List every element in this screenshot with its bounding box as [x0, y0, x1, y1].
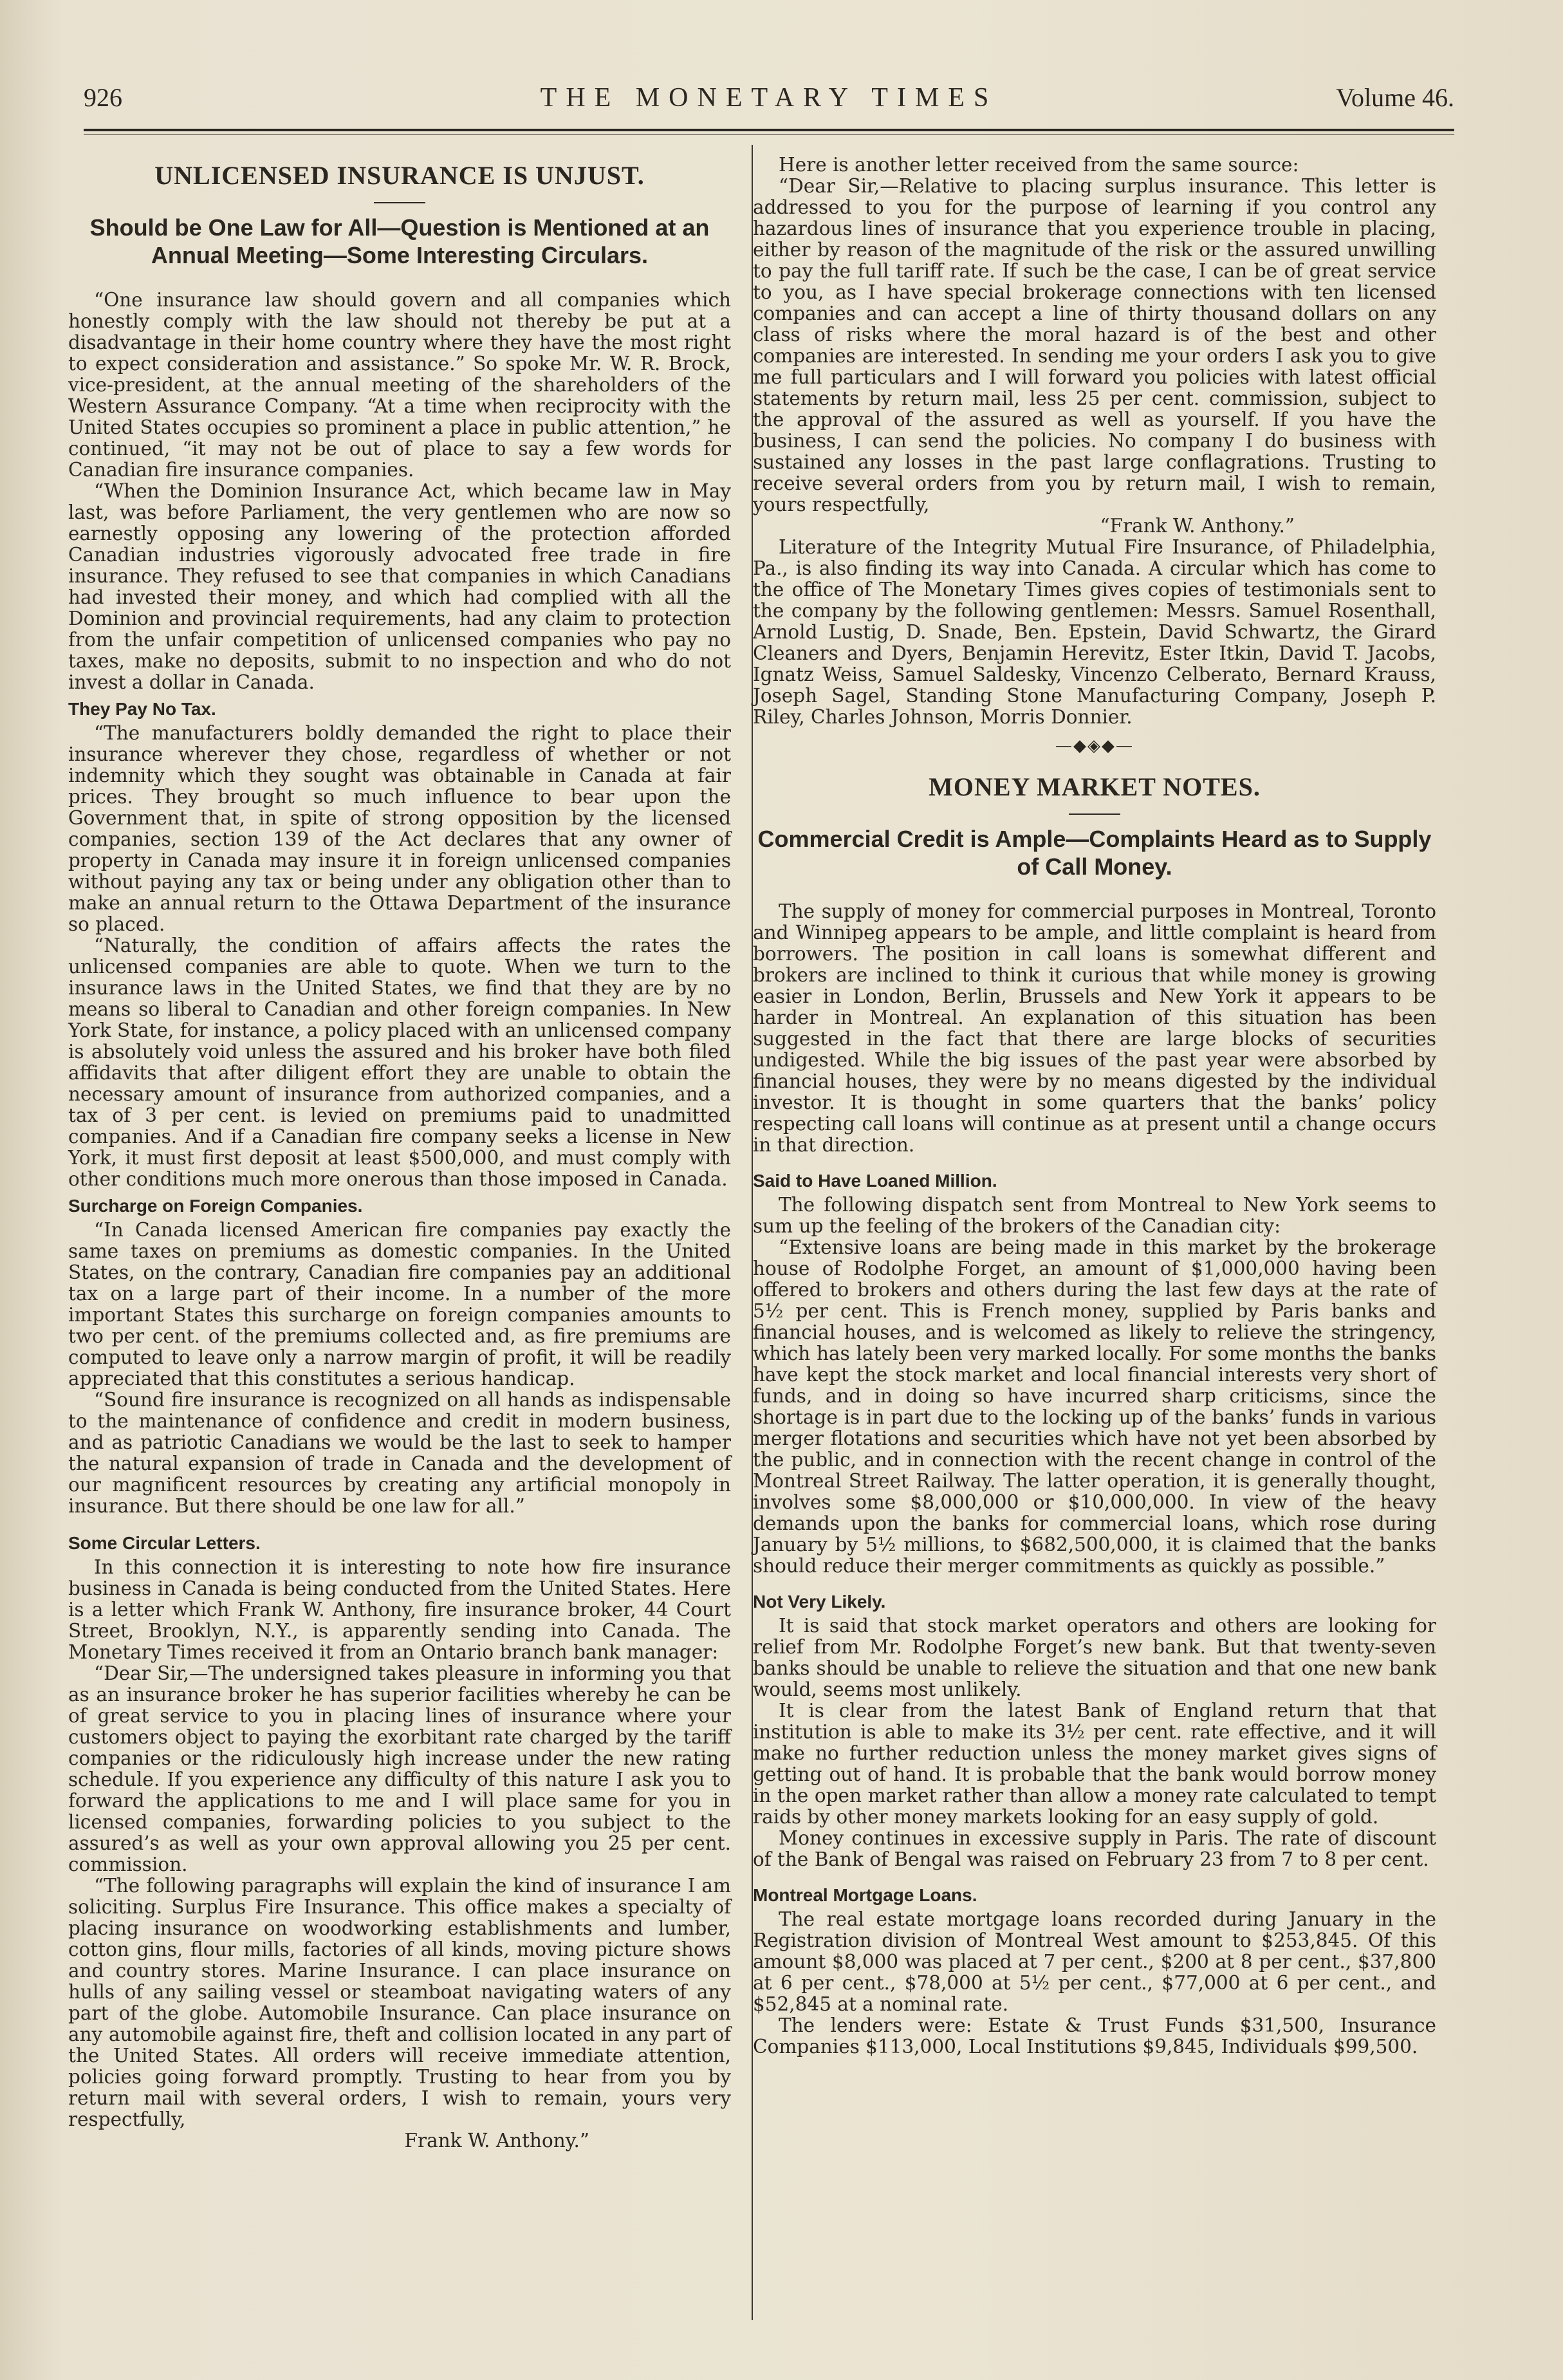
paragraph: “Naturally, the condition of affairs affects the rates the unlicensed companies are able to quote. When we turn to the insurance laws in the United States, we find that they are by no means so liberal to Canadian and other foreign companies. In New York State, for instance, a policy placed with an unlicensed company is absolutely void unless the assured and his broker have both filed affidavits that after diligent effort they are unable to obtain the necessary amount of insurance from authorized companies, and a tax of 3 per cent. is levied on premiums paid to unadmitted companies. And if a Canadian fire company seeks a license in New York, it must first deposit at least $500,000, and must comply with other conditions much more onerous than those imposed in Canada. [68, 934, 731, 1190]
page-number: 926 [84, 83, 122, 112]
article-headline: UNLICENSED INSURANCE IS UNJUST. [154, 161, 645, 190]
paragraph: “One insurance law should govern and all companies which honestly comply with the law should not thereby be put at a disadvantage in their home country where they have the most right to expect consideration and assistance.” So spoke Mr. W. R. Brock, vice-president, at the annual meeting of the shareholders of the Western Assurance Company. “At a time when reciprocity with the United States occupies so prominent a place in public attention,” he continued, “it may not be out of place to say a few words for Canadian fire insurance companies. [68, 289, 731, 481]
paragraph: It is clear from the latest Bank of England return that that institution is able to make its 3½ per cent. rate effective, and it will make no further reduction unless the money market gives signs of getting out of hand. It is probable that the bank would borrow money in the open market rather than allow a money rate calculated to tempt raids by other money markets looking for an easy supply of gold. [753, 1700, 1436, 1828]
article-headline: MONEY MARKET NOTES. [929, 772, 1261, 801]
paragraph: “In Canada licensed American fire companies pay exactly the same taxes on premiums as domestic companies. In the United States, on the contrary, Canadian fire companies pay an additional tax on a large part of their income. In a number of the more important States this surcharge on foreign companies amounts to two per cent. of the premiums collected and, as fire premiums are computed to leave only a narrow margin of profit, it will be readily appreciated that this constitutes a serious handicap. [68, 1219, 731, 1390]
paragraph: Here is another letter received from the same source: [779, 154, 1299, 176]
headline-rule [374, 202, 425, 203]
section-heading: They Pay No Tax. [68, 699, 216, 719]
headline-rule [1069, 813, 1120, 815]
paragraph: “Dear Sir,—The undersigned takes pleasure in informing you that as an insurance broker he has superior facilities whereby he can be of great service to you in placing lines of insurance where your customers object to paying the exorbitant rate charged by the tariff companies or the ridiculously high increase under the new rating schedule. If you experience any difficulty of this nature I ask you to forward the applications to me and I will place same for you in licensed companies, forwarding policies to you subject to the assured’s as well as your own approval allowing you 25 per cent. commission. [68, 1662, 731, 1875]
paragraph: The real estate mortgage loans recorded during January in the Registration division of Montreal West amount to $253,845. Of this amount $8,000 was placed at 7 per cent., $200 at 8 per cent., $37,800 at 6 per cent., $78,000 at 5½ per cent., $77,000 at 6 per cent., and $52,845 at a nominal rate. [753, 1908, 1436, 2015]
paragraph: Literature of the Integrity Mutual Fire Insurance, of Philadelphia, Pa., is also finding its way into Canada. A circular which has come to the office of The Monetary Times gives copies of testimonials sent to the company by the following gentlemen: Messrs. Samuel Rosenthall, Arnold Lustig, D. Snade, Ben. Epstein, David Schwartz, the Girard Cleaners and Dyers, Benjamin Herevitz, Ester Itkin, David T. Jacobs, Ignatz Weiss, Samuel Saldesky, Vincenzo Celberato, Bernard Krauss, Joseph Sagel, Standing Stone Manufacturing Company, Joseph P. Riley, Charles Johnson, Morris Donnier. [753, 536, 1436, 728]
signature: “Frank W. Anthony.” [1100, 515, 1295, 537]
section-heading: Not Very Likely. [753, 1592, 886, 1612]
paragraph: “Dear Sir,—Relative to placing surplus insurance. This letter is addressed to you for the purpose of learning if you control any hazardous lines of insurance that you experience trouble in placing, either by reason of the magnitude of the risk or the assured unwilling to pay the full tariff rate. If such be the case, I can be of great service to you, as I have special brokerage connections with ten licensed companies and can accept a line of thirty thousand dollars on any class of risks where the moral hazard is of the best and other companies are interested. In sending me your orders I ask you to give me full particulars and I will forward you policies with latest official statements by return mail, less 25 per cent. commission, subject to the approval of the assured as well as yourself. If you have the business, I can send the policies. No company I do business with sustained any losses in the past large conflagrations. Trusting to receive several orders from you by return mail, I wish to remain, yours respectfully, [753, 175, 1436, 516]
article-subheadline: Should be One Law for All—Question is Mentioned at an Annual Meeting—Some Interesting Circulars. [89, 214, 710, 268]
paragraph: It is said that stock market operators and others are looking for relief from Mr. Rodolphe Forget’s new bank. But that twenty-seven banks should be unable to relieve the situation and that one new bank would, seems most unlikely. [753, 1615, 1436, 1700]
section-heading: Said to Have Loaned Million. [753, 1171, 997, 1191]
paragraph: The lenders were: Estate & Trust Funds $31,500, Insurance Companies $113,000, Local Institutions $9,845, Individuals $99,500. [753, 2014, 1436, 2058]
paragraph: In this connection it is interesting to note how fire insurance business in Canada is being conducted from the United States. Here is a letter which Frank W. Anthony, fire insurance broker, 44 Court Street, Brooklyn, N.Y., is apparently sending into Canada. The Monetary Times received it from an Ontario branch bank manager: [68, 1556, 731, 1663]
section-heading: Some Circular Letters. [68, 1533, 261, 1553]
article-subheadline: Commercial Credit is Ample—Complaints Heard as to Supply of Call Money. [757, 826, 1432, 880]
section-ornament: —◆◈◆— [1055, 736, 1134, 756]
paragraph: “The manufacturers boldly demanded the right to place their insurance wherever they chose, regardless of whether or not indemnity which they sought was obtainable in Canada at fair prices. They brought so much influence to bear upon the Government that, in spite of strong opposition by the licensed companies, section 139 of the Act declares that any owner of property in Canada may insure it in foreign unlicensed companies without paying any tax or being under any obligation other than to make an annual return to the Ottawa Department of the insurance so placed. [68, 722, 731, 935]
paragraph: “The following paragraphs will explain the kind of insurance I am soliciting. Surplus Fire Insurance. This office makes a specialty of placing insurance on woodworking establishments and lumber, cotton gins, flour mills, factories of all kinds, moving picture shows and country stores. Marine Insurance. I can place insurance on hulls of any sailing vessel or steamboat navigating waters of any part of the globe. Automobile Insurance. Can place insurance on any automobile against fire, theft and collision located in any part of the United States. All orders will receive immediate attention, policies going forward promptly. Trusting to hear from you by return mail with several orders, I wish to remain, yours very respectfully, [68, 1875, 731, 2130]
page-header [84, 82, 1454, 118]
paragraph: The supply of money for commercial purposes in Montreal, Toronto and Winnipeg appears to be ample, and little complaint is heard from borrowers. The position in call loans is somewhat different and brokers are inclined to think it curious that while money is growing easier in London, Berlin, Brussels and New York it appears to be harder in Montreal. An explanation of this situation has been suggested in the fact that there are large blocks of securities undigested. While the big issues of the past year were absorbed by financial houses, they were by no means digested by the individual investor. It is thought in some quarters that the banks’ policy respecting call loans will continue as at present until a change occurs in that direction. [753, 900, 1436, 1156]
right-column [753, 154, 1436, 2058]
paragraph: The following dispatch sent from Montreal to New York seems to sum up the feeling of the brokers of the Canadian city: [753, 1194, 1436, 1237]
signature: Frank W. Anthony.” [404, 2130, 589, 2152]
paragraph: “Sound fire insurance is recognized on all hands as indispensable to the maintenance of confidence and credit in modern business, and as patriotic Canadians we would be the last to seek to hamper the natural expansion of trade in Canada and the development of our magnificent resources by creating any artificial monopoly in insurance. But there should be one law for all.” [68, 1389, 731, 1517]
section-heading: Surcharge on Foreign Companies. [68, 1196, 363, 1216]
section-heading: Montreal Mortgage Loans. [753, 1885, 977, 1905]
paragraph: “When the Dominion Insurance Act, which became law in May last, was before Parliament, the very gentlemen who are now so earnestly opposing any lowering of the protection afforded Canadian industries vigorously advocated free trade in fire insurance. They refused to see that companies in which Canadians had invested their money, and which had complied with all the Dominion and provincial requirements, had any claim to protection from the unfair competition of unlicensed companies who pay no taxes, make no deposits, submit to no inspection and who do not invest a dollar in Canada. [68, 480, 731, 693]
volume-label: Volume 46. [1336, 83, 1454, 112]
paragraph: “Extensive loans are being made in this market by the brokerage house of Rodolphe Forget, an amount of $1,000,000 having been offered to brokers and others during the last few days at the rate of 5½ per cent. This is French money, supplied by Paris banks and financial houses, and is welcomed as likely to relieve the stringency, which has lately been very marked locally. For some months the banks have kept the stock market and local financial interests very short of funds, and in doing so have incurred sharp criticisms, since the shortage is in part due to the locking up of the banks’ funds in various merger flotations and securities which have not yet been absorbed by the public, and in connection with the recent change in control of the Montreal Street Railway. The latter operation, it is generally thought, involves some $8,000,000 or $10,000,000. In view of the heavy demands upon the banks for commercial loans, which rose during January by 5½ millions, to $682,500,000, it is claimed that the banks should reduce their merger commitments as quickly as possible.” [753, 1236, 1436, 1577]
header-rule [84, 129, 1454, 131]
publication-title: THE MONETARY TIMES [540, 83, 998, 113]
left-column [68, 154, 731, 2152]
paragraph: Money continues in excessive supply in Paris. The rate of discount of the Bank of Bengal was raised on February 23 from 7 to 8 per cent. [753, 1827, 1436, 1870]
